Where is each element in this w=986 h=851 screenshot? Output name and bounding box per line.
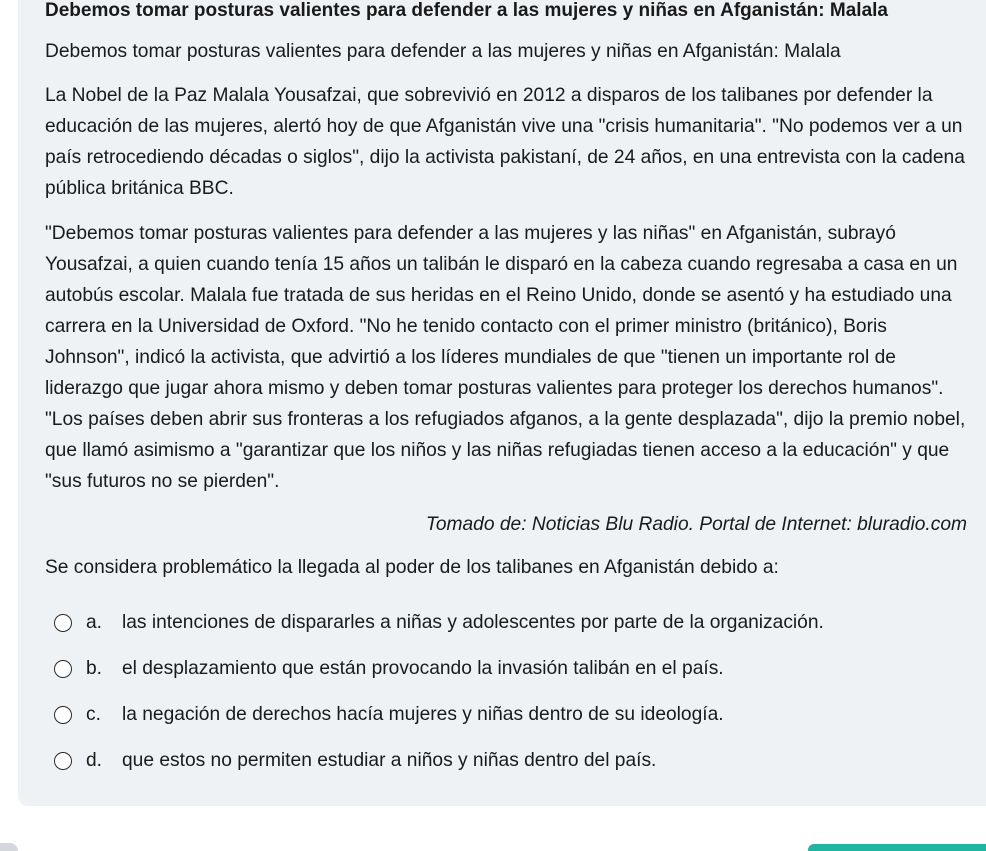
question-title: Debemos tomar posturas valientes para defender a las mujeres y niñas en Afganistán: Malala	[45, 0, 888, 21]
option-text[interactable]: la negación de derechos hacía mujeres y niñas dentro de su ideología.	[122, 704, 724, 725]
option-letter: d.	[86, 750, 103, 771]
article-paragraph-2: "Debemos tomar posturas valientes para defender a las mujeres y las niñas" en Afganistán, subrayó Yousafzai, a quien cuando tenía 15 años un talibán le disparó en la cabeza cuando regresaba a casa en un autobús escolar. Malala fue tratada de sus heridas en el Reino Unido, donde se asentó y ha estudiado una carrera en la Universidad de Oxford. "No he tenido contacto con el primer ministro (británico), Boris Johnson", indicó la activista, que advirtió a los líderes mundiales de que "tienen un importante rol de liderazgo que jugar ahora mismo y deben tomar posturas valientes para proteger los derechos humanos". "Los países deben abrir sus fronteras a los refugiados afganos, a la gente desplazada", dijo la premio nobel, que llamó asimismo a "garantizar que los niños y las niñas refugiadas tienen acceso a la educación" y que "sus futuros no se pierden".	[45, 223, 966, 492]
radio-button-icon[interactable]	[54, 752, 72, 770]
article-source: Tomado de: Noticias Blu Radio. Portal de Internet: bluradio.com	[425, 514, 967, 535]
option-text[interactable]: que estos no permiten estudiar a niños y niñas dentro del país.	[122, 750, 657, 771]
option-d[interactable]	[54, 738, 824, 784]
article-paragraph-1: La Nobel de la Paz Malala Yousafzai, que sobrevivió en 2012 a disparos de los talibanes por defender la educación de las mujeres, alertó hoy de que Afganistán vive una "crisis humanitaria". "No podemos ver a un país retrocediendo décadas o siglos", dijo la activista pakistaní, de 24 años, en una entrevista con la cadena pública británica BBC.	[45, 85, 965, 199]
option-a[interactable]	[54, 600, 824, 646]
option-c[interactable]	[54, 692, 824, 738]
radio-button-icon[interactable]	[54, 660, 72, 678]
question-stem: Se considera problemático la llegada al poder de los talibanes en Afganistán debido a:	[45, 557, 779, 578]
answer-options	[54, 600, 824, 784]
option-letter: a.	[86, 612, 103, 633]
option-letter: c.	[86, 704, 101, 725]
option-b[interactable]	[54, 646, 824, 692]
article-subtitle: Debemos tomar posturas valientes para defender a las mujeres y niñas en Afganistán: Malala	[45, 41, 841, 62]
next-card-edge	[0, 843, 18, 851]
option-text[interactable]: las intenciones de dispararles a niñas y adolescentes por parte de la organización.	[122, 612, 824, 633]
radio-button-icon[interactable]	[54, 706, 72, 724]
radio-button-icon[interactable]	[54, 614, 72, 632]
option-text[interactable]: el desplazamiento que están provocando la invasión talibán en el país.	[122, 658, 724, 679]
option-letter: b.	[86, 658, 103, 679]
question-content	[45, 36, 975, 583]
navigation-button-edge[interactable]	[808, 844, 986, 851]
